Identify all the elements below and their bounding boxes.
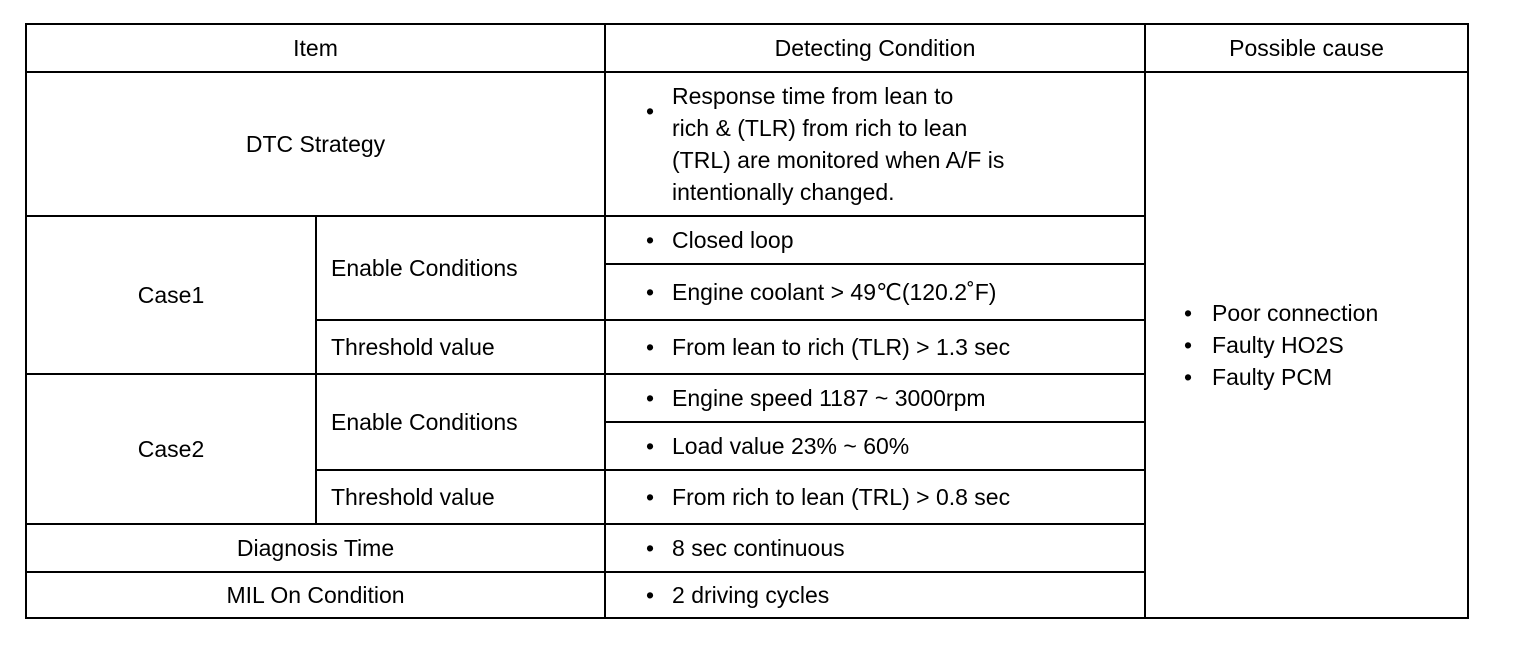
- dtc-strategy-label: DTC Strategy: [26, 72, 605, 216]
- header-item: Item: [26, 24, 605, 72]
- dtc-strategy-condition: [605, 72, 1145, 216]
- dtc-strategy-line-3: (TRL) are monitored when A/F is: [672, 147, 1005, 173]
- dtc-strategy-line-4: intentionally changed.: [672, 179, 895, 205]
- possible-cause-list: [1146, 297, 1467, 393]
- cause-label: Poor connection: [1212, 300, 1379, 326]
- case2-enable-condition-2: [605, 422, 1145, 470]
- cause-item: [1184, 361, 1467, 393]
- cause-label: Faulty PCM: [1212, 364, 1333, 390]
- possible-cause-cell: [1145, 72, 1468, 618]
- condition-text: Engine coolant > 49℃(120.2˚F): [672, 279, 997, 305]
- mil-on-value: [605, 572, 1145, 618]
- bullet-icon: •: [1184, 300, 1193, 326]
- bullet-icon: •: [646, 535, 655, 561]
- row-dtc-strategy: [26, 72, 1468, 216]
- cause-item: [1184, 297, 1467, 329]
- condition-text: Closed loop: [672, 227, 794, 253]
- diagnosis-time-label: Diagnosis Time: [26, 524, 605, 572]
- bullet-icon: •: [1184, 332, 1193, 358]
- case1-enable-label: Enable Conditions: [316, 216, 605, 320]
- bullet-icon: •: [646, 334, 655, 360]
- bullet-icon: •: [646, 385, 655, 411]
- bullet-icon: •: [646, 279, 655, 305]
- case2-label: Case2: [26, 374, 316, 524]
- condition-text: 8 sec continuous: [672, 535, 845, 561]
- bullet-icon: •: [1184, 364, 1193, 390]
- dtc-strategy-line-1: Response time from lean to: [672, 83, 954, 109]
- bullet-icon: •: [646, 98, 655, 124]
- case1-enable-condition-2: [605, 264, 1145, 320]
- header-row: [26, 24, 1468, 72]
- bullet-icon: •: [646, 433, 655, 459]
- bullet-icon: •: [646, 484, 655, 510]
- case1-label: Case1: [26, 216, 316, 374]
- case1-enable-condition-1: [605, 216, 1145, 264]
- case2-enable-label: Enable Conditions: [316, 374, 605, 470]
- case2-threshold-value: [605, 470, 1145, 524]
- cause-label: Faulty HO2S: [1212, 332, 1344, 358]
- bullet-icon: •: [646, 227, 655, 253]
- cause-item: [1184, 329, 1467, 361]
- dtc-spec-table: [25, 23, 1469, 619]
- case2-threshold-label: Threshold value: [316, 470, 605, 524]
- condition-text: Engine speed 1187 ~ 3000rpm: [672, 385, 986, 411]
- diagnosis-time-value: [605, 524, 1145, 572]
- case1-threshold-value: [605, 320, 1145, 374]
- condition-text: From lean to rich (TLR) > 1.3 sec: [672, 334, 1011, 360]
- condition-text: From rich to lean (TRL) > 0.8 sec: [672, 484, 1011, 510]
- bullet-icon: •: [646, 582, 655, 608]
- dtc-strategy-line-2: rich & (TLR) from rich to lean: [672, 115, 968, 141]
- header-detecting-condition: Detecting Condition: [605, 24, 1145, 72]
- condition-text: Load value 23% ~ 60%: [672, 433, 910, 459]
- condition-text: 2 driving cycles: [672, 582, 830, 608]
- header-possible-cause: Possible cause: [1145, 24, 1468, 72]
- case1-threshold-label: Threshold value: [316, 320, 605, 374]
- case2-enable-condition-1: [605, 374, 1145, 422]
- mil-on-label: MIL On Condition: [26, 572, 605, 618]
